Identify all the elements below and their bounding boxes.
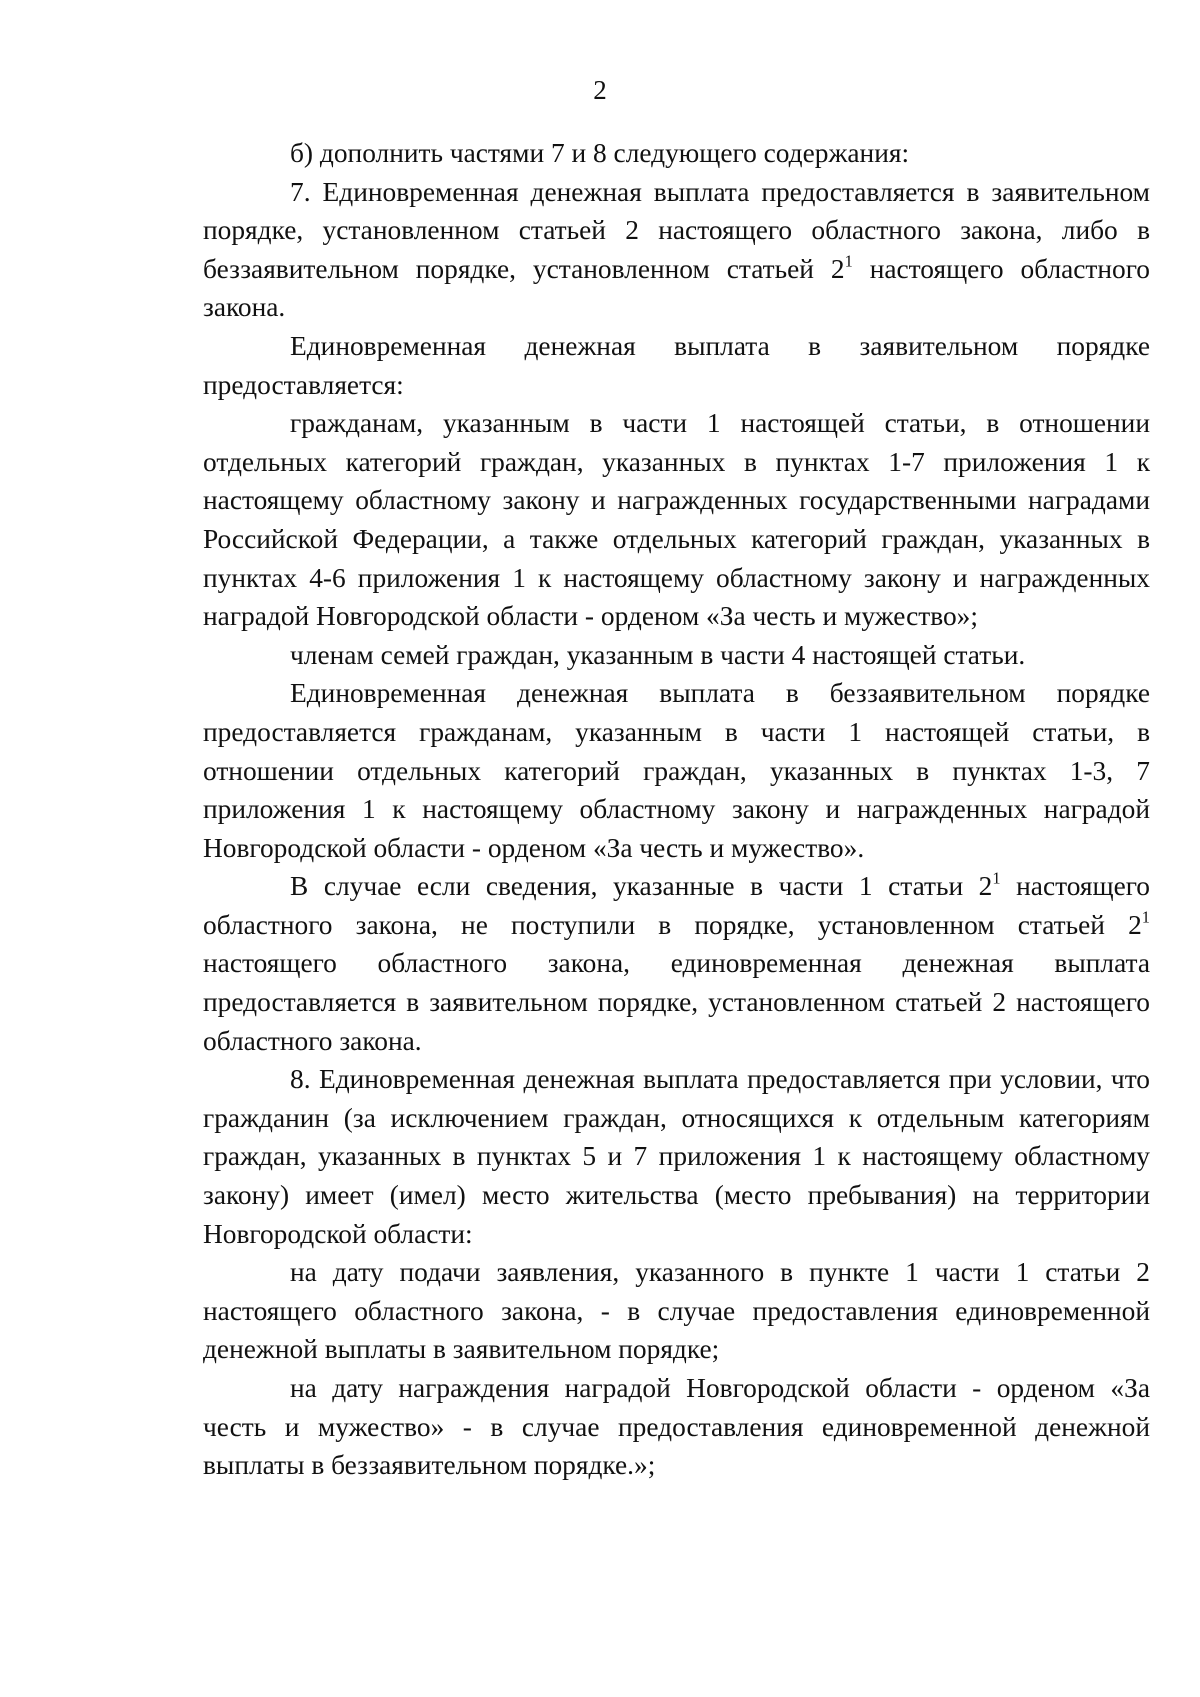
paragraph: на дату награждения наградой Новгородской области - орденом «За честь и мужество» - в случае предоставления единовременной денежной выплаты в беззаявительном порядке.»; [203,1373,1150,1481]
superscript: 1 [1141,907,1150,927]
paragraph: В случае если сведения, указанные в части 1 статьи $2^1$ настоящего областного закона, не поступили в порядке, установленном статьей $2^1$ настоящего областного закона, единовременная денежная выплата предоставляется в заявительном порядке, установленном статьей 2 настоящего областного закона. [203,868,1150,1056]
paragraph: Единовременная денежная выплата в заявительном порядке предоставляется: [203,330,1150,400]
page-number: 2 [593,75,607,105]
paragraph: гражданам, указанным в части 1 настоящей статьи, в отношении отдельных категорий граждан, указанных в пунктах 1-7 приложения 1 к настоящему областному закону и награжденных государственными наградами Российской Федерации, а также отдельных категорий граждан, указанных в пунктах 4-6 приложения 1 к настоящему областному закону и награжденных наградой Новгородской области - орденом «За честь и мужество»; [203,408,1150,632]
superscript: 1 [992,868,1001,888]
paragraph: 8. Единовременная денежная выплата предоставляется при условии, что гражданин (за исключением граждан, относящихся к отдельным категориям граждан, указанных в пунктах 5 и 7 приложения 1 к настоящему областному закону) имеет (имел) место жительства (место пребывания) на территории Новгородской области: [203,1064,1150,1249]
paragraph: членам семей граждан, указанным в части 4 настоящей статьи. [290,639,1026,670]
paragraph: б) дополнить частями 7 и 8 следующего содержания: [290,138,910,168]
paragraph: Единовременная денежная выплата в беззаявительном порядке предоставляется гражданам, указанным в части 1 настоящей статьи, в отношении отдельных категорий граждан, указанных в пунктах 1-3, 7 приложения 1 к настоящему областному закону и награжденных наградой Новгородской области - орденом «За честь и мужество». [203,678,1150,863]
paragraph: 7. Единовременная денежная выплата предоставляется в заявительном порядке, установленном статьей 2 настоящего областного закона, либо в беззаявительном порядке, установленном статьей $2^1$ настоящего областного закона. [203,176,1150,323]
document-body [203,134,1150,1485]
superscript: 1 [844,251,853,271]
paragraph: на дату подачи заявления, указанного в пункте 1 части 1 статьи 2 настоящего областного закона, - в случае предоставления единовременной денежной выплаты в заявительном порядке; [203,1257,1150,1365]
